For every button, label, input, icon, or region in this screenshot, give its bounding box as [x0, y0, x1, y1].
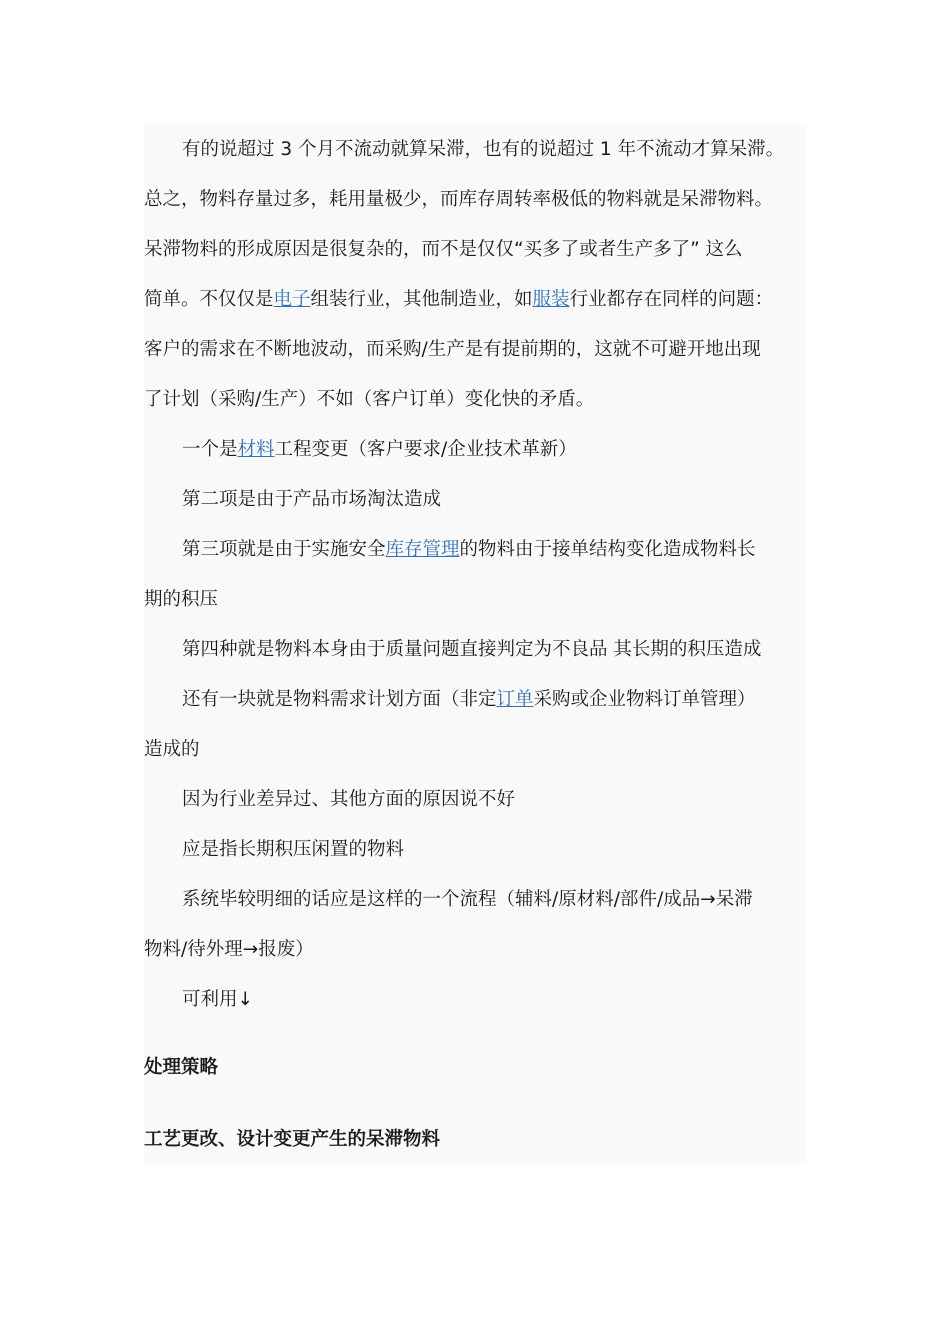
text-run: 的物料由于接单结构变化造成物料长: [459, 539, 756, 560]
paragraph-line: 造成的: [144, 739, 200, 760]
link-inventory-management[interactable]: 库存管理: [385, 539, 460, 560]
link-electronics[interactable]: 电子: [273, 289, 311, 310]
paragraph-line: 了计划（采购/生产）不如（客户订单）变化快的矛盾。: [144, 389, 595, 410]
paragraph-line: 因为行业差异过、其他方面的原因说不好: [182, 789, 516, 810]
text-run: 组装行业，其他制造业，如: [310, 289, 533, 310]
section-heading: 工艺更改、设计变更产生的呆滞物料: [144, 1129, 441, 1150]
paragraph-line: [144, 525, 806, 575]
text-run: 工程变更（客户要求/企业技术革新）: [274, 439, 577, 460]
paragraph-line: 期的积压: [144, 589, 219, 610]
paragraph-line: 总之，物料存量过多，耗用量极少，而库存周转率极低的物料就是呆滞物料。: [144, 189, 774, 210]
paragraph-line: 系统毕较明细的话应是这样的一个流程（辅料/原材料/部件/成品→呆滞: [182, 889, 753, 910]
paragraph-line: [144, 425, 806, 475]
link-materials[interactable]: 材料: [237, 439, 275, 460]
paragraph-line: 客户的需求在不断地波动，而采购/生产是有提前期的，这就不可避开地出现: [144, 339, 761, 360]
paragraph-line: [144, 675, 806, 725]
document-content-block: [144, 124, 806, 1164]
link-order[interactable]: 订单: [496, 689, 534, 710]
paragraph-line: [144, 275, 806, 325]
paragraph-line: 应是指长期积压闲置的物料: [182, 839, 405, 860]
text-run: 简单。不仅仅是: [144, 289, 274, 310]
text-run: 行业都存在同样的问题：: [569, 289, 774, 310]
text-run: 第三项就是由于实施安全: [182, 539, 386, 560]
link-clothing[interactable]: 服装: [532, 289, 570, 310]
text-run: 一个是: [182, 439, 238, 460]
paragraph-line: 第二项是由于产品市场淘汰造成: [182, 489, 442, 510]
paragraph-line: 有的说超过 3 个月不流动就算呆滞，也有的说超过 1 年不流动才算呆滞。: [182, 139, 785, 160]
paragraph-line: 可利用↓: [182, 989, 254, 1010]
text-run: 采购或企业物料订单管理）: [533, 689, 756, 710]
paragraph-line: 呆滞物料的形成原因是很复杂的，而不是仅仅“买多了或者生产多了” 这么: [144, 239, 743, 260]
paragraph-line: 物料/待外理→报废）: [144, 939, 314, 960]
section-heading: 处理策略: [144, 1057, 219, 1078]
text-run: 还有一块就是物料需求计划方面（非定: [182, 689, 497, 710]
paragraph-line: 第四种就是物料本身由于质量问题直接判定为不良品 其长期的积压造成: [182, 639, 762, 660]
